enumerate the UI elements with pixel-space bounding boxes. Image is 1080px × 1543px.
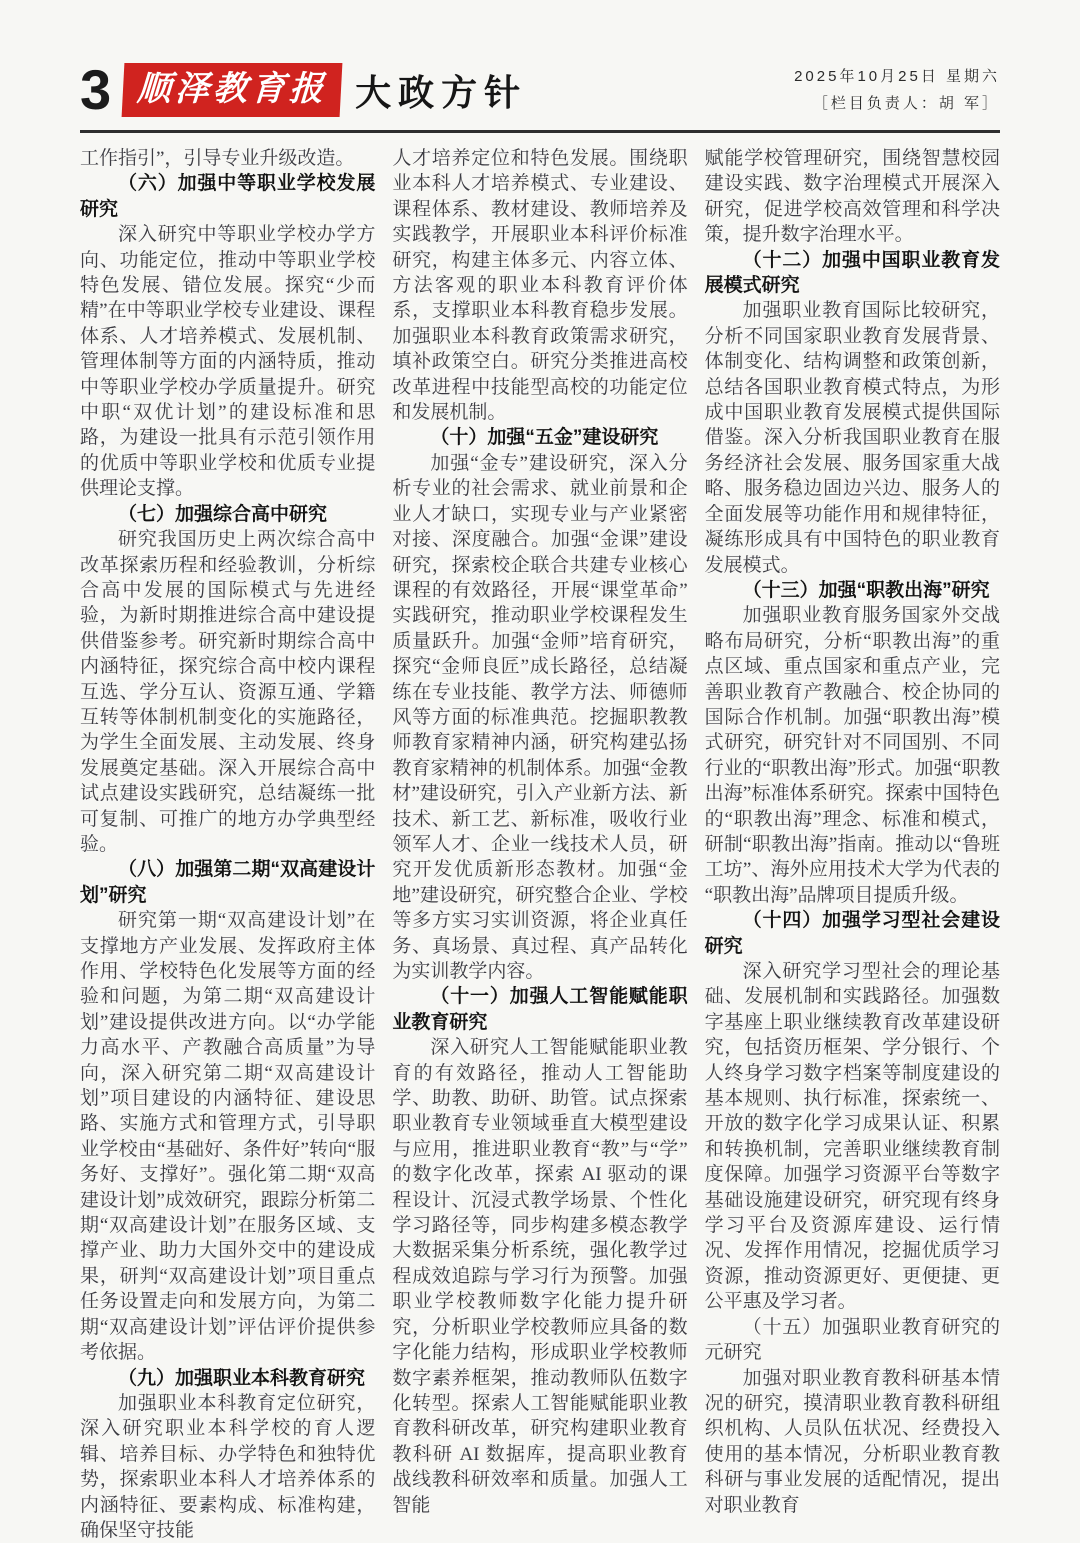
article-columns [80, 146, 1000, 1543]
paragraph: 人才培养定位和特色发展。围绕职业本科人才培养模式、专业建设、课程体系、教材建设、教师培养及实践教学，开展职业本科评价标准研究，构建主体多元、内容立体、方法客观的职业本科教育评价体系，支撑职业本科教育稳步发展。加强职业本科教育政策需求研究，填补政策空白。研究分类推进高校改革进程中技能型高校的功能定位和发展机制。 [392, 148, 688, 424]
section-heading: （八）加强第二期“双高建设计划”研究 [80, 859, 376, 906]
header-rule [80, 130, 1000, 133]
section-heading: （七）加强综合高中研究 [118, 503, 328, 525]
issue-date: 2025年10月25日 星期六 [794, 68, 1000, 85]
paragraph: 研究我国历史上两次综合高中改革探索历程和经验教训，分析综合高中发展的国际模式与先进经验，为新时期推进综合高中建设提供借鉴参考。研究新时期综合高中内涵特征，探究综合高中校内课程互选、学分互认、资源互通、学籍互转等体制机制变化的实施路径，为学生全面发展、主动发展、终身发展奠定基础。深入开展综合高中试点建设实践研究，总结凝练一批可复制、可推广的地方办学典型经验。 [80, 529, 376, 855]
paragraph: 深入研究中等职业学校办学方向、功能定位，推动中等职业学校特色发展、错位发展。探究“少而精”在中等职业学校专业建设、课程体系、人才培养模式、发展机制、管理体制等方面的内涵特质，推动中等职业学校办学质量提升。研究中职“双优计划”的建设标准和思路，为建设一批具有示范引领作用的优质中等职业学校和优质专业提供理论支撑。 [80, 224, 376, 500]
page-header [80, 0, 1000, 121]
section-heading: （十三）加强“职教出海”研究 [742, 579, 990, 601]
paragraph: 赋能学校管理研究，围绕智慧校园建设实践、数字治理模式开展深入研究，促进学校高效管理和科学决策，提升数字治理水平。 [704, 148, 1000, 246]
text-column-3 [705, 146, 1000, 1543]
paragraph: 加强“金专”建设研究，深入分析专业的社会需求、就业前景和企业人才缺口，实现专业与产业紧密对接、深度融合。加强“金课”建设研究，探索校企联合共建专业核心课程的有效路径，开展“课堂革命”实践研究，推动职业学校课程发生质量跃升。加强“金师”培育研究，探究“金师良匠”成长路径，总结凝练在专业技能、教学方法、师德师风等方面的标准典范。挖掘职教教师教育家精神内涵，研究构建弘扬教育家精神的机制体系。加强“金教材”建设研究，引入产业新方法、新技术、新工艺、新标准，吸收行业领军人才、企业一线技术人员，研究开发优质新形态教材。加强“金地”建设研究，研究整合企业、学校等多方实习实训资源，将企业真任务、真场景、真过程、真产品转化为实训教学内容。 [392, 452, 688, 982]
section-heading: （六）加强中等职业学校发展研究 [80, 173, 376, 220]
section-heading: （十四）加强学习型社会建设研究 [704, 910, 1000, 957]
header-meta [794, 63, 1000, 117]
section-heading-plain: （十五）加强职业教育研究的元研究 [704, 1316, 1000, 1364]
paragraph: 深入研究人工智能赋能职业教育的有效路径，推动人工智能助学、助教、助研、助管。试点探索职业教育专业领域垂直大模型建设与应用，推进职业教育“教”与“学”的数字化改革，探索 AI 驱动的课程设计、沉浸式教学场景、个性化学习路径等，同步构建多模态教学大数据采集分析系统，强化教学过程成效追踪与学习行为预警。加强职业学校教师数字化能力提升研究，分析职业学校教师应具备的数字化能力结构，形成职业学校教师数字素养框架，推动教师队伍数字化转型。探索人工智能赋能职业教育教科研改革，研究构建职业教育教科研 AI 数据库，提高职业教育战线教科研效率和质量。加强人工智能 [392, 1037, 688, 1516]
paragraph: 研究第一期“双高建设计划”在支撑地方产业发展、发挥政府主体作用、学校特色化发展等方面的经验和问题，为第二期“双高建设计划”建设提供改进方向。以“办学能力高水平、产教融合高质量”为导向，深入研究第二期“双高建设计划”项目建设的内涵特征、建设思路、实施方式和管理方式，引导职业学校由“基础好、条件好”转向“服务好、支撑好”。强化第二期“双高建设计划”成效研究，跟踪分析第二期“双高建设计划”在服务区域、支撑产业、助力大国外交中的建设成果，研判“双高建设计划”项目重点任务设置走向和发展方向，为第二期“双高建设计划”评估评价提供参考依据。 [80, 910, 376, 1364]
section-title: 大政方针 [355, 71, 528, 113]
paragraph: 深入研究学习型社会的理论基础、发展机制和实践路径。加强数字基座上职业继续教育改革建设研究，包括资历框架、学分银行、个人终身学习数字档案等制度建设的基本规则、执行标准，探索统一、开放的数字化学习成果认证、积累和转换机制，完善职业继续教育制度保障。加强学习资源平台等数字基础设施建设研究，研究现有终身学习平台及资源库建设、运行情况、发挥作用情况，挖掘优质学习资源，推动资源更好、更便捷、更公平惠及学习者。 [704, 961, 1000, 1313]
column-editor: ［栏目负责人：胡 军］ [812, 95, 1000, 112]
paragraph: 加强职业教育服务国家外交战略布局研究，分析“职教出海”的重点区域、重点国家和重点产业，完善职业教育产教融合、校企协同的国际合作机制。加强“职教出海”模式研究，研究针对不同国别、不同行业的“职教出海”形式。加强“职教出海”标准体系研究。探索中国特色的“职教出海”理念、标准和模式，研制“职教出海”指南。推动以“鲁班工坊”、海外应用技术大学为代表的“职教出海”品牌项目提质升级。 [704, 605, 1000, 906]
text-column-1 [80, 146, 375, 1543]
section-heading: （九）加强职业本科教育研究 [118, 1367, 366, 1389]
section-heading: （十）加强“五金”建设研究 [430, 427, 659, 449]
text-column-2 [392, 146, 687, 1543]
paragraph: 工作指引”，引导专业升级改造。 [80, 148, 355, 169]
section-heading: （十二）加强中国职业教育发展模式研究 [704, 249, 1000, 297]
page-number: 3 [80, 58, 112, 121]
paragraph: 加强职业本科教育定位研究，深入研究职业本科学校的育人逻辑、培养目标、办学特色和独特优势，探索职业本科人才培养体系的内涵特征、要素构成、标准构建，确保坚守技能 [80, 1392, 376, 1541]
paragraph: 加强职业教育国际比较研究，分析不同国家职业教育发展背景、体制变化、结构调整和政策创新，总结各国职业教育模式特点，为形成中国职业教育发展模式提供国际借鉴。深入分析我国职业教育在服务经济社会发展、服务国家重大战略、服务稳边固边兴边、服务人的全面发展等功能作用和规律特征，凝练形成具有中国特色的职业教育发展模式。 [704, 300, 1000, 576]
paragraph: 加强对职业教育教科研基本情况的研究，摸清职业教育教科研组织机构、人员队伍状况、经费投入使用的基本情况，分析职业教育教科研与事业发展的适配情况，提出对职业教育 [704, 1367, 1000, 1516]
newspaper-masthead-logo: 顺泽教育报 [122, 63, 343, 117]
section-heading: （十一）加强人工智能赋能职业教育研究 [392, 986, 688, 1033]
